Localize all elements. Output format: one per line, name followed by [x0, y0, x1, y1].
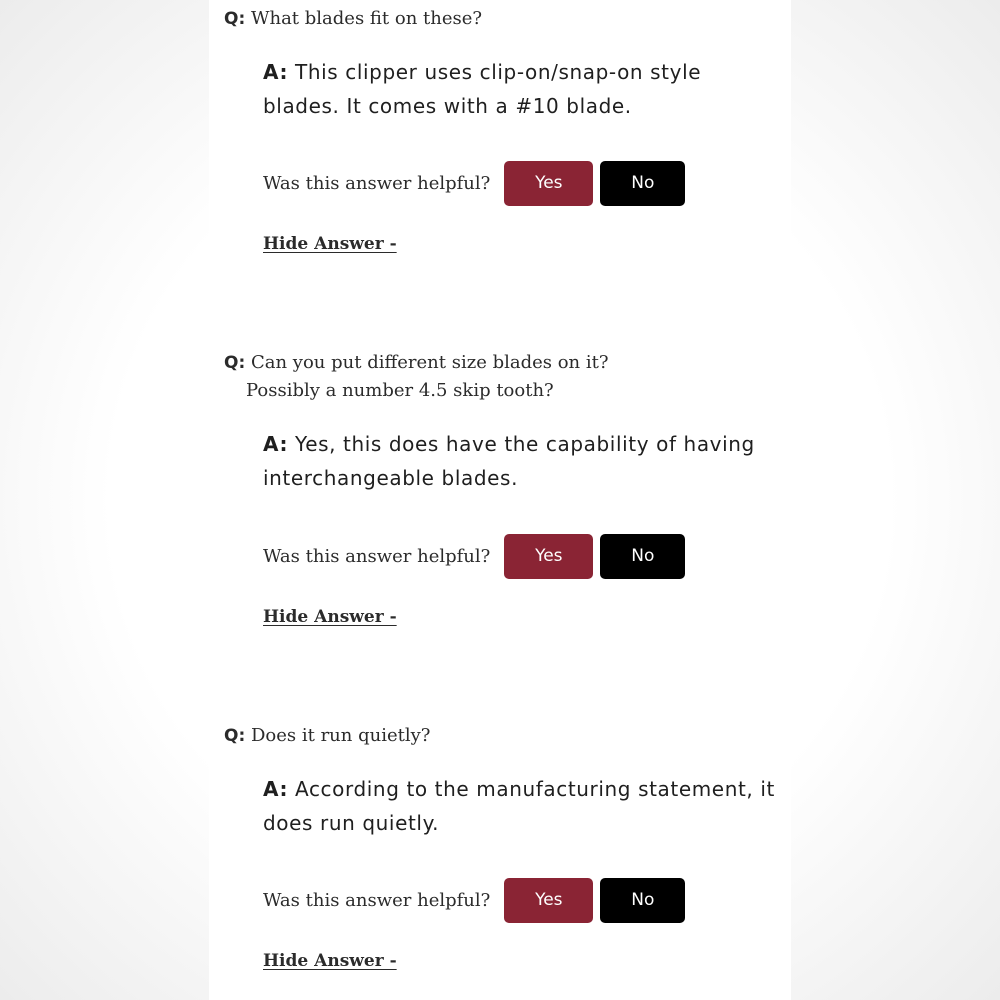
helpful-row: [263, 877, 685, 923]
yes-button[interactable]: Yes: [504, 534, 593, 579]
helpful-label: Was this answer helpful?: [263, 545, 491, 567]
hide-answer-link[interactable]: Hide Answer -: [263, 234, 397, 254]
yes-button[interactable]: Yes: [504, 878, 593, 923]
question-text: What blades fit on these?: [250, 8, 483, 29]
question: [224, 349, 686, 405]
qa-page: [209, 0, 791, 1000]
answer-text: Yes, this does have the capability of having interchangeable blades.: [263, 432, 755, 490]
answer-text: This clipper uses clip-on/snap-on style blades. It comes with a #10 blade.: [263, 60, 702, 118]
answer: [263, 772, 783, 840]
helpful-label: Was this answer helpful?: [263, 172, 491, 194]
question: [224, 722, 686, 750]
answer-text: According to the manufacturing statement, it does run quietly.: [263, 777, 775, 835]
question-prefix: Q:: [224, 726, 246, 746]
helpful-row: [263, 160, 685, 206]
hide-answer-link[interactable]: Hide Answer -: [263, 951, 397, 971]
helpful-row: [263, 533, 685, 579]
answer: [263, 55, 783, 123]
question-prefix: Q:: [224, 353, 246, 373]
question-text: Does it run quietly?: [250, 725, 431, 746]
hide-answer-link[interactable]: Hide Answer -: [263, 607, 397, 627]
question: [224, 5, 686, 33]
answer: [263, 427, 783, 495]
yes-button[interactable]: Yes: [504, 161, 593, 206]
answer-prefix: A:: [263, 777, 289, 801]
no-button[interactable]: No: [600, 161, 685, 206]
no-button[interactable]: No: [600, 534, 685, 579]
question-prefix: Q:: [224, 9, 246, 29]
answer-prefix: A:: [263, 60, 289, 84]
question-text: Can you put different size blades on it? Possibly a number 4.5 skip tooth?: [246, 352, 609, 401]
helpful-label: Was this answer helpful?: [263, 889, 491, 911]
no-button[interactable]: No: [600, 878, 685, 923]
answer-prefix: A:: [263, 432, 289, 456]
